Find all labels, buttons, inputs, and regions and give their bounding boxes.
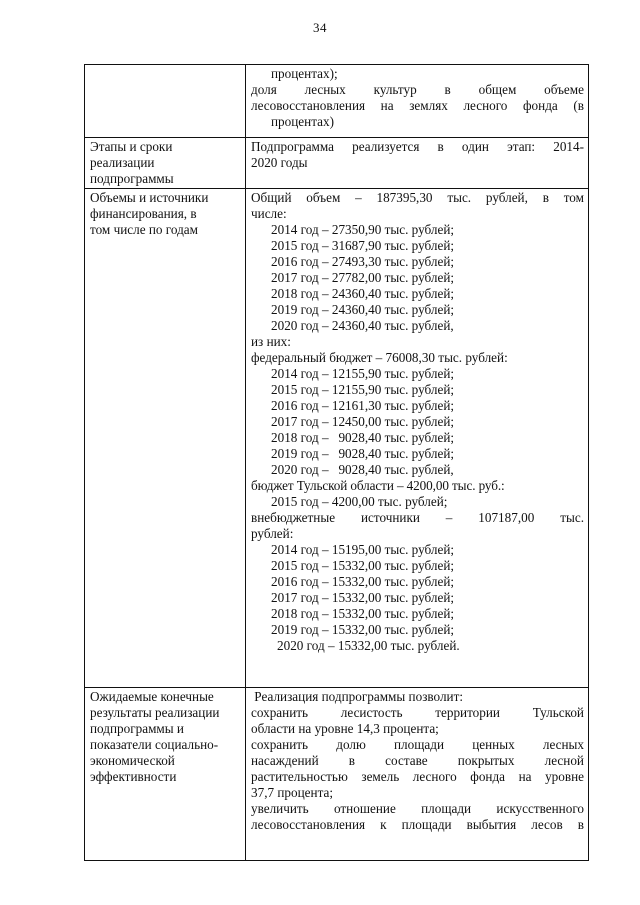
year-line: 2017 год – 15332,00 тыс. рублей; — [271, 590, 455, 605]
year-line: 2015 год – 12155,90 тыс. рублей; — [271, 382, 455, 397]
table-row-continuation — [85, 65, 589, 138]
label-line: подпрограммы — [90, 171, 174, 186]
text-line: рублей: — [251, 526, 294, 541]
year-line: 2015 год – 4200,00 тыс. рублей; — [271, 494, 448, 509]
year-line: 2016 год – 15332,00 тыс. рублей; — [271, 574, 455, 589]
text-line: 2020 годы — [251, 155, 308, 170]
label-line: Объемы и источники — [90, 190, 209, 205]
text-line: внебюджетные источники – 107187,00 тыс. — [251, 510, 584, 525]
year-line: 2014 год – 12155,90 тыс. рублей; — [271, 366, 455, 381]
funding-value — [246, 189, 589, 688]
text-line: процентах) — [271, 114, 334, 129]
funding-label — [85, 189, 246, 688]
stages-value — [246, 138, 589, 189]
year-line: 2015 год – 15332,00 тыс. рублей; — [271, 558, 455, 573]
year-line: 2018 год – 24360,40 тыс. рублей; — [271, 286, 455, 301]
table-row-stages — [85, 138, 589, 189]
text-line: сохранить лесистость территории Тульской — [251, 705, 584, 720]
year-line: 2020 год – 9028,40 тыс. рублей, — [271, 462, 454, 477]
label-line: Этапы и сроки — [90, 139, 173, 154]
text-line: бюджет Тульской области – 4200,00 тыс. руб.: — [251, 478, 505, 493]
text-line: растительностью земель лесного фонда на уровне — [251, 769, 584, 784]
text-line: сохранить долю площади ценных лесных — [251, 737, 584, 752]
text-line: лесовосстановления к площади выбытия лесов в — [251, 817, 584, 832]
results-value — [246, 688, 589, 861]
year-line: 2019 год – 9028,40 тыс. рублей; — [271, 446, 455, 461]
label-line: Ожидаемые конечные — [90, 689, 214, 704]
year-line: 2019 год – 24360,40 тыс. рублей; — [271, 302, 455, 317]
text-line: Общий объем – 187395,30 тыс. рублей, в том — [251, 190, 584, 205]
label-line: показатели социально- — [90, 737, 219, 752]
text-line: числе: — [251, 206, 287, 221]
year-line: 2018 год – 9028,40 тыс. рублей; — [271, 430, 455, 445]
text-line: доля лесных культур в общем объеме — [251, 82, 584, 97]
text-line: федеральный бюджет – 76008,30 тыс. рублей: — [251, 350, 508, 365]
stages-label — [85, 138, 246, 189]
year-line: 2020 год – 24360,40 тыс. рублей, — [271, 318, 454, 333]
label-line: подпрограммы и — [90, 721, 184, 736]
year-line: 2016 год – 12161,30 тыс. рублей; — [271, 398, 455, 413]
year-line: 2014 год – 15195,00 тыс. рублей; — [271, 542, 455, 557]
label-line: результаты реализации — [90, 705, 220, 720]
text-line: Реализация подпрограммы позволит: — [251, 689, 464, 704]
year-line: 2019 год – 15332,00 тыс. рублей; — [271, 622, 455, 637]
label-line: эффективности — [90, 769, 177, 784]
label-line: финансирования, в — [90, 206, 197, 221]
text-line: лесовосстановления на землях лесного фонда (в — [251, 98, 584, 113]
year-line: 2018 год – 15332,00 тыс. рублей; — [271, 606, 455, 621]
table-row-results — [85, 688, 589, 861]
page-number: 34 — [313, 20, 327, 35]
continuation-left-cell — [85, 65, 246, 138]
label-line: экономической — [90, 753, 175, 768]
text-line: увеличить отношение площади искусственного — [251, 801, 584, 816]
text-line: области на уровне 14,3 процента; — [251, 721, 439, 736]
year-line: 2017 год – 27782,00 тыс. рублей; — [271, 270, 455, 285]
year-line: 2014 год – 27350,90 тыс. рублей; — [271, 222, 455, 237]
text-line: Подпрограмма реализуется в один этап: 2014- — [251, 139, 584, 154]
text-line: 37,7 процента; — [251, 785, 334, 800]
passport-table — [84, 64, 589, 861]
year-line: 2015 год – 31687,90 тыс. рублей; — [271, 238, 455, 253]
label-line: реализации — [90, 155, 155, 170]
text-line: процентах); — [271, 66, 338, 81]
text-line: насаждений в составе покрытых лесной — [251, 753, 584, 768]
year-line: 2017 год – 12450,00 тыс. рублей; — [271, 414, 455, 429]
table-row-funding — [85, 189, 589, 688]
continuation-right-cell — [246, 65, 589, 138]
results-label — [85, 688, 246, 861]
year-line: 2020 год – 15332,00 тыс. рублей. — [277, 638, 460, 653]
label-line: том числе по годам — [90, 222, 198, 237]
year-line: 2016 год – 27493,30 тыс. рублей; — [271, 254, 455, 269]
text-line: из них: — [251, 334, 291, 349]
